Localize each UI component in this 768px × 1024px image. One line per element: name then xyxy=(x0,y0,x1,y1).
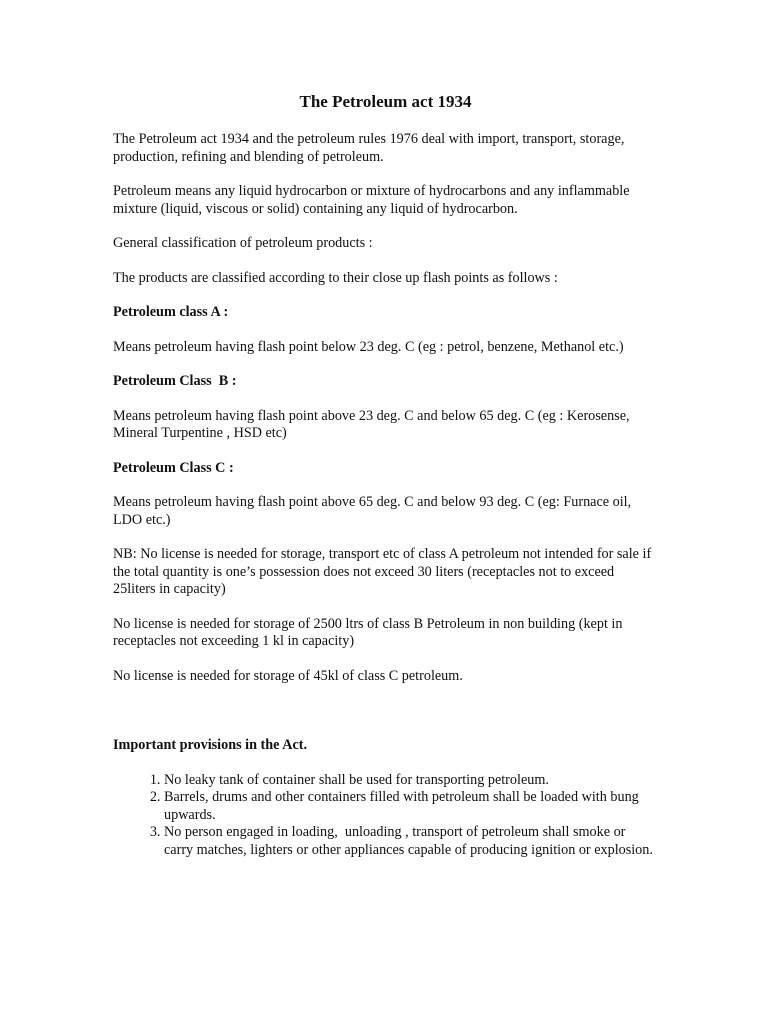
class-b-text: Means petroleum having flash point above 23 deg. C and below 65 deg. C (eg : Kerosense, Mineral Turpentine , HSD etc) xyxy=(113,407,630,441)
provision-item: 2. Barrels, drums and other containers filled with petroleum shall be loaded with bung upwards. xyxy=(164,789,658,824)
note-class-a: NB: No license is needed for storage, transport etc of class A petroleum not intended for sale if the total quantity is one’s possession does not exceed 30 liters (receptacles not to exceed 25liters in capacity) xyxy=(113,546,652,597)
flash-point-paragraph: The products are classified according to their close up flash points as follows : xyxy=(113,269,558,286)
class-c-text: Means petroleum having flash point above 65 deg. C and below 93 deg. C (eg: Furnace oil, LDO etc.) xyxy=(113,494,632,528)
provisions-heading: Important provisions in the Act. xyxy=(113,737,308,753)
classification-paragraph: General classification of petroleum products : xyxy=(113,235,373,251)
note-class-c: No license is needed for storage of 45kl of class C petroleum. xyxy=(113,667,463,684)
class-c-heading: Petroleum Class C : xyxy=(113,459,234,476)
provision-item: 1. No leaky tank of container shall be used for transporting petroleum. xyxy=(164,772,658,790)
class-a-heading: Petroleum class A : xyxy=(113,304,229,320)
document-page xyxy=(113,92,658,859)
provisions-list xyxy=(113,772,658,860)
provision-item: 3. No person engaged in loading, unloading , transport of petroleum shall smoke or carry matches, lighters or other appliances capable of producing ignition or explosion. xyxy=(164,824,658,859)
definition-paragraph: Petroleum means any liquid hydrocarbon or mixture of hydrocarbons and any inflammable mixture (liquid, viscous or solid) containing any liquid of hydrocarbon. xyxy=(113,183,630,217)
intro-paragraph: The Petroleum act 1934 and the petroleum rules 1976 deal with import, transport, storage, production, refining and blending of petroleum. xyxy=(113,131,625,165)
section-spacer xyxy=(113,702,658,737)
note-class-b: No license is needed for storage of 2500 ltrs of class B Petroleum in non building (kept in receptacles not exceeding 1 kl in capacity) xyxy=(113,615,623,649)
document-title: The Petroleum act 1934 xyxy=(299,92,472,111)
class-b-heading: Petroleum Class B : xyxy=(113,373,237,389)
class-a-text: Means petroleum having flash point below 23 deg. C (eg : petrol, benzene, Methanol etc.) xyxy=(113,338,624,355)
